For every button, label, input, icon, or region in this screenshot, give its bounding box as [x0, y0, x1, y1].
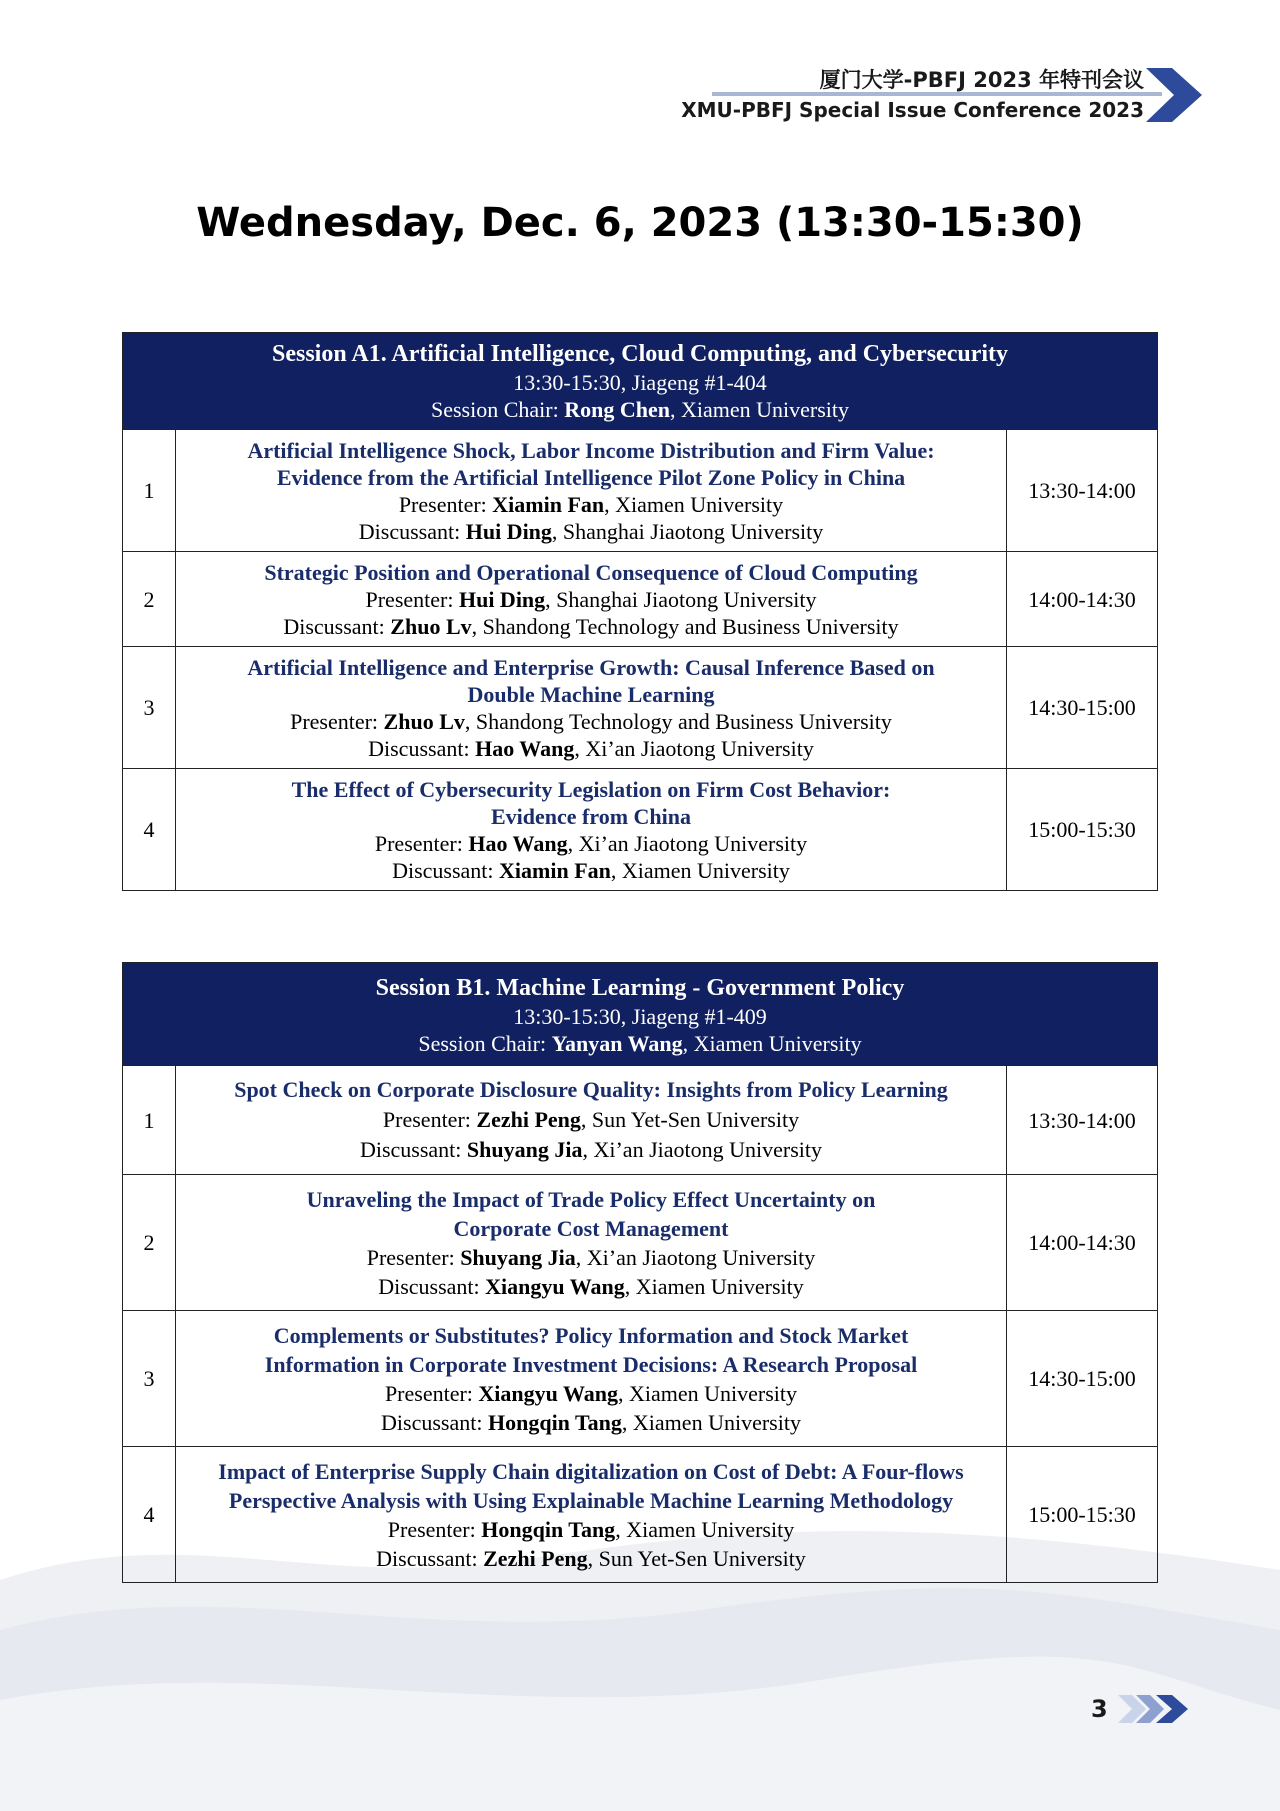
- session-chair: Session Chair: Yanyan Wang, Xiamen University: [418, 1031, 862, 1056]
- paper-time: 15:00-15:30: [1007, 1447, 1158, 1583]
- paper-time: 14:00-14:30: [1007, 552, 1158, 647]
- table-row: [123, 1175, 1158, 1311]
- paper-number: 4: [123, 1447, 176, 1583]
- paper-number: 1: [123, 430, 176, 552]
- chair-name: Yanyan Wang: [551, 1031, 683, 1056]
- paper-title: Artificial Intelligence Shock, Labor Income Distribution and Firm Value:: [247, 437, 935, 463]
- discussant-line: Discussant: Xiangyu Wang, Xiamen University: [378, 1273, 804, 1299]
- paper-number: 2: [123, 1175, 176, 1311]
- paper-title: Complements or Substitutes? Policy Information and Stock Market: [273, 1322, 909, 1348]
- header-cn-title: 厦门大学-PBFJ 2023 年特刊会议: [819, 68, 1144, 92]
- paper-time: 13:30-14:00: [1007, 430, 1158, 552]
- table-row: [123, 1447, 1158, 1583]
- session-header: [123, 333, 1158, 430]
- table-row: [123, 552, 1158, 647]
- paper-title: Strategic Position and Operational Consequence of Cloud Computing: [264, 559, 918, 585]
- paper-title: Information in Corporate Investment Decisions: A Research Proposal: [264, 1351, 918, 1377]
- table-row: [123, 769, 1158, 891]
- paper-title: Evidence from China: [490, 803, 692, 829]
- session-table-a1: [122, 332, 1158, 891]
- paper-time: 14:00-14:30: [1007, 1175, 1158, 1311]
- paper-cell: [176, 647, 1007, 769]
- table-row: [123, 647, 1158, 769]
- paper-number: 2: [123, 552, 176, 647]
- presenter-line: Presenter: Shuyang Jia, Xi’an Jiaotong University: [366, 1244, 816, 1270]
- paper-title: Unraveling the Impact of Trade Policy Effect Uncertainty on: [306, 1186, 876, 1212]
- paper-number: 4: [123, 769, 176, 891]
- paper-time: 14:30-15:00: [1007, 647, 1158, 769]
- presenter-line: Presenter: Hao Wang, Xi’an Jiaotong University: [374, 830, 808, 856]
- page-number: 3: [1091, 1695, 1108, 1723]
- presenter-line: Presenter: Zezhi Peng, Sun Yet-Sen University: [382, 1107, 800, 1132]
- discussant-line: Discussant: Hui Ding, Shanghai Jiaotong University: [358, 518, 824, 544]
- paper-number: 1: [123, 1066, 176, 1175]
- paper-cell: [176, 1311, 1007, 1447]
- paper-time: 14:30-15:00: [1007, 1311, 1158, 1447]
- header-divider: [712, 92, 1162, 96]
- chair-name: Rong Chen: [564, 397, 670, 422]
- paper-cell: [176, 552, 1007, 647]
- paper-cell: [176, 769, 1007, 891]
- session-time-room: 13:30-15:30, Jiageng #1-409: [513, 1004, 767, 1029]
- paper-title: The Effect of Cybersecurity Legislation on Firm Cost Behavior:: [291, 776, 891, 802]
- paper-title: Spot Check on Corporate Disclosure Quality: Insights from Policy Learning: [234, 1077, 948, 1102]
- paper-cell: [176, 430, 1007, 552]
- discussant-line: Discussant: Xiamin Fan, Xiamen University: [392, 857, 790, 883]
- session-time-room: 13:30-15:30, Jiageng #1-404: [513, 370, 767, 395]
- double-chevron-icon: [1118, 1693, 1196, 1725]
- table-row: [123, 430, 1158, 552]
- presenter-line: Presenter: Xiangyu Wang, Xiamen University: [384, 1380, 798, 1406]
- paper-cell: [176, 1447, 1007, 1583]
- paper-cell: [176, 1066, 1007, 1175]
- presenter-line: Presenter: Hongqin Tang, Xiamen University: [387, 1516, 795, 1542]
- header-en-title: XMU-PBFJ Special Issue Conference 2023: [681, 98, 1144, 122]
- discussant-line: Discussant: Zezhi Peng, Sun Yet-Sen University: [376, 1545, 806, 1571]
- presenter-line: Presenter: Hui Ding, Shanghai Jiaotong University: [365, 586, 817, 612]
- table-row: [123, 1311, 1158, 1447]
- table-row: [123, 1066, 1158, 1175]
- paper-time: 15:00-15:30: [1007, 769, 1158, 891]
- session-header: [123, 963, 1158, 1066]
- discussant-line: Discussant: Hongqin Tang, Xiamen University: [381, 1409, 801, 1435]
- paper-title: Double Machine Learning: [467, 681, 715, 707]
- page-title: Wednesday, Dec. 6, 2023 (13:30-15:30): [196, 200, 1084, 246]
- chevron-arrow-icon: [1146, 66, 1204, 124]
- paper-title: Corporate Cost Management: [453, 1215, 729, 1241]
- session-name: Session B1. Machine Learning - Government Policy: [375, 975, 905, 1001]
- paper-title: Artificial Intelligence and Enterprise Growth: Causal Inference Based on: [247, 654, 935, 680]
- discussant-line: Discussant: Hao Wang, Xi’an Jiaotong University: [368, 735, 814, 761]
- presenter-line: Presenter: Xiamin Fan, Xiamen University: [398, 491, 784, 517]
- paper-number: 3: [123, 1311, 176, 1447]
- session-name: Session A1. Artificial Intelligence, Cloud Computing, and Cybersecurity: [271, 341, 1009, 367]
- paper-time: 13:30-14:00: [1007, 1066, 1158, 1175]
- session-chair: Session Chair: Rong Chen, Xiamen University: [430, 397, 849, 422]
- presenter-line: Presenter: Zhuo Lv, Shandong Technology and Business University: [290, 708, 892, 734]
- paper-title: Perspective Analysis with Using Explainable Machine Learning Methodology: [228, 1487, 954, 1513]
- paper-title: Evidence from the Artificial Intelligence Pilot Zone Policy in China: [276, 464, 906, 490]
- paper-cell: [176, 1175, 1007, 1311]
- paper-number: 3: [123, 647, 176, 769]
- discussant-line: Discussant: Shuyang Jia, Xi’an Jiaotong University: [359, 1137, 823, 1162]
- session-table-b1: [122, 962, 1158, 1583]
- paper-title: Impact of Enterprise Supply Chain digitalization on Cost of Debt: A Four-flows: [218, 1458, 964, 1484]
- discussant-line: Discussant: Zhuo Lv, Shandong Technology and Business University: [283, 613, 899, 639]
